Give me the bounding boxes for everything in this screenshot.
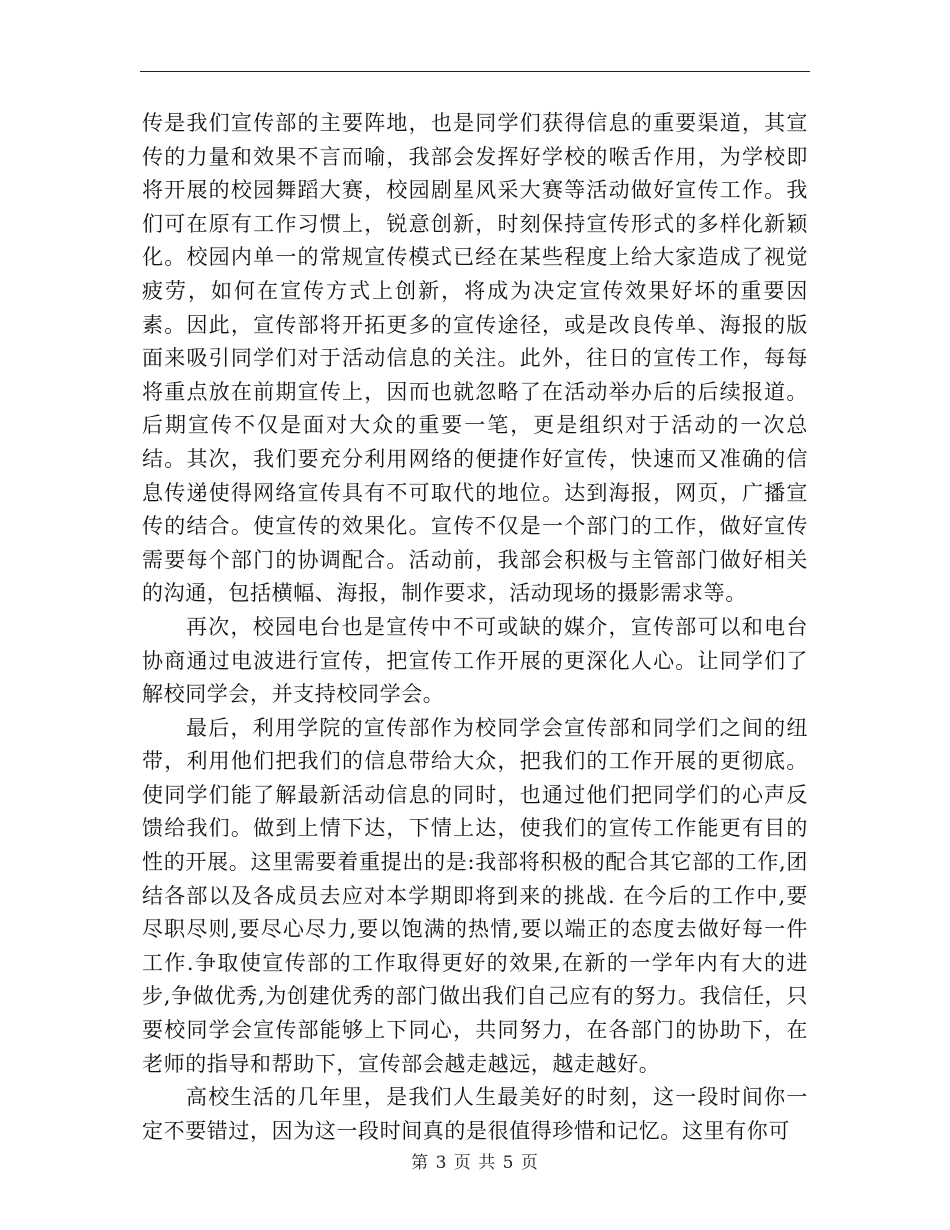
document-body	[142, 107, 808, 1148]
paragraph-4: 高校生活的几年里，是我们人生最美好的时刻，这一段时间你一定不要错过，因为这一段时间真的是很值得珍惜和记忆。这里有你可	[142, 1085, 808, 1143]
paragraph-3: 最后，利用学院的宣传部作为校同学会宣传部和同学们之间的纽带，利用他们把我们的信息带给大众，把我们的工作开展的更彻底。使同学们能了解最新活动信息的同时，也通过他们把同学们的心声反馈给我们。做到上情下达，下情上达，使我们的宣传工作能更有目的性的开展。这里需要着重提出的是:我部将积极的配合其它部的工作,团结各部以及各成员去应对本学期即将到来的挑战. 在今后的工作中,要尽职尽则,要尽心尽力,要以饱满的热情,要以端正的态度去做好每一件工作.争取使宣传部的工作取得更好的效果,在新的一学年内有大的进步,争做优秀,为创建优秀的部门做出我们自己应有的努力。我信任，只要校同学会宣传部能够上下同心，共同努力，在各部门的协助下，在老师的指导和帮助下，宣传部会越走越远，越走越好。	[142, 715, 808, 1076]
page-number-footer: 第 3 页 共 5 页	[411, 1153, 539, 1173]
paragraph-1: 传是我们宣传部的主要阵地，也是同学们获得信息的重要渠道，其宣传的力量和效果不言而喻，我部会发挥好学校的喉舌作用，为学校即将开展的校园舞蹈大赛，校园剧星风采大赛等活动做好宣传工作。我们可在原有工作习惯上，锐意创新，时刻保持宣传形式的多样化新颖化。校园内单一的常规宣传模式已经在某些程度上给大家造成了视觉疲劳，如何在宣传方式上创新，将成为决定宣传效果好坏的重要因素。因此，宣传部将开拓更多的宣传途径，或是改良传单、海报的版面来吸引同学们对于活动信息的关注。此外，往日的宣传工作，每每将重点放在前期宣传上，因而也就忽略了在活动举办后的后续报道。后期宣传不仅是面对大众的重要一笔，更是组织对于活动的一次总结。其次，我们要充分利用网络的便捷作好宣传，快速而又准确的信息传递使得网络宣传具有不可取代的地位。达到海报，网页，广播宣传的结合。使宣传的效果化。宣传不仅是一个部门的工作，做好宣传需要每个部门的协调配合。活动前，我部会积极与主管部门做好相关的沟通，包括横幅、海报，制作要求，活动现场的摄影需求等。	[142, 111, 808, 606]
header-rule	[140, 71, 810, 72]
paragraph-2: 再次，校园电台也是宣传中不可或缺的媒介，宣传部可以和电台协商通过电波进行宣传，把宣传工作开展的更深化人心。让同学们了解校同学会，并支持校同学会。	[142, 614, 808, 707]
